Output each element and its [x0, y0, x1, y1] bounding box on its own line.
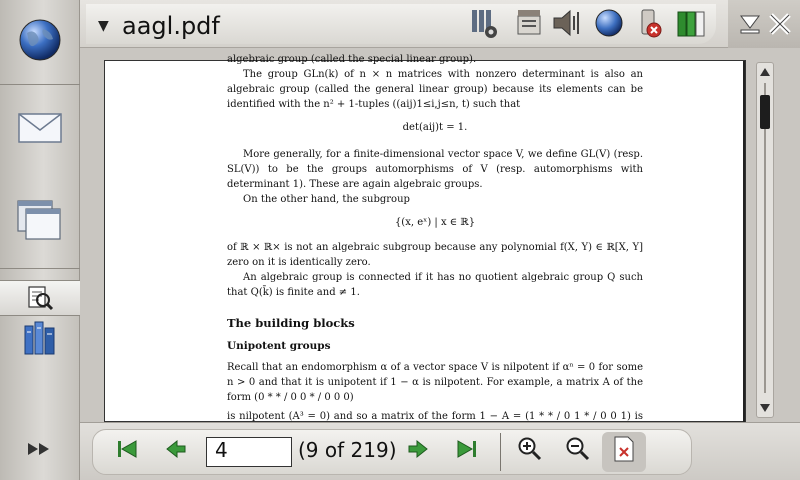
zoom-in-icon [517, 436, 543, 462]
document-viewport[interactable] [80, 48, 800, 422]
volume-icon[interactable] [550, 6, 584, 40]
page-count: (9 of 219) [298, 438, 397, 462]
pdf-viewer-icon [26, 284, 54, 312]
pdf-page[interactable] [104, 54, 746, 422]
email-button[interactable] [0, 100, 80, 156]
connectivity-globe-icon[interactable] [592, 6, 626, 40]
scroll-thumb[interactable] [760, 95, 770, 129]
window-buttons [728, 0, 800, 48]
web-browser-globe-icon [17, 17, 63, 63]
web-browser-button[interactable] [0, 10, 80, 70]
paragraph: More generally, for a finite-dimensional vector space V, we define GL(V) (resp. SL(V)) to be the groups automorphisms of V (resp. automorphisms with determinant 1). These are again algebraic groups. [227, 149, 643, 190]
zoom-out-button[interactable] [564, 435, 592, 463]
email-envelope-icon [17, 108, 63, 148]
equation: {(x, eˣ) | x ∈ ℝ} [394, 217, 476, 228]
next-page-icon [407, 439, 429, 459]
last-page-button[interactable] [452, 435, 480, 463]
title-bar [80, 0, 800, 48]
zoom-out-icon [565, 436, 591, 462]
task-navigator [0, 0, 80, 480]
subsection-heading: Unipotent groups [227, 340, 331, 352]
scroll-up-icon[interactable] [759, 66, 771, 78]
nav-divider [0, 268, 80, 269]
paragraph: On the other hand, the subgroup [243, 194, 410, 205]
nav-divider [0, 84, 80, 85]
page-number-input[interactable]: 4 [206, 437, 292, 467]
bookshelf-button[interactable] [0, 318, 80, 358]
first-page-button[interactable] [114, 435, 142, 463]
bottom-toolbar [80, 422, 800, 480]
minimize-icon[interactable] [736, 10, 764, 38]
vertical-scrollbar[interactable] [756, 62, 774, 418]
previous-page-button[interactable] [162, 435, 190, 463]
close-icon[interactable] [766, 10, 794, 38]
paragraph: Recall that an endomorphism α of a vector space V is nilpotent if αⁿ = 0 for some n > 0 and that it is unipotent if 1 − α is nilpotent. For example, a matrix A of the form (0 * * / 0 0 * / 0 0 0) [227, 362, 643, 403]
task-switcher-button[interactable] [0, 190, 80, 250]
menu-arrow-icon[interactable]: ▼ [98, 18, 109, 34]
paragraph: of ℝ × ℝ× is not an algebraic subgroup because any polynomial f(X, Y) ∈ ℝ[X, Y] zero on it is identically zero. [227, 242, 643, 268]
first-page-icon [116, 438, 140, 460]
scroll-track[interactable] [764, 83, 766, 393]
presence-icon[interactable] [634, 6, 668, 40]
last-page-icon [454, 438, 478, 460]
cut-off-line: algebraic group (called the special linear group). [227, 54, 477, 65]
toolbar-divider [500, 433, 501, 471]
fit-page-button[interactable] [610, 435, 638, 463]
battery-icon[interactable] [674, 6, 708, 40]
task-switcher-windows-icon [16, 197, 64, 243]
scroll-down-icon[interactable] [759, 402, 771, 414]
bookshelf-icon [23, 320, 57, 356]
paragraph: is nilpotent (A³ = 0) and so a matrix of the form 1 − A = (1 * * / 0 1 * / 0 0 1) is [227, 411, 643, 422]
previous-page-icon [165, 439, 187, 459]
paragraph: The group GLn(k) of n × n matrices with nonzero determinant is also an algebraic group (called the general linear group) because its elements can be identified with the n² + 1-tuples ((aij)1≤i,j≤n, t) such that [227, 69, 643, 110]
section-heading: The building blocks [227, 316, 355, 330]
fast-forward-icon[interactable] [26, 440, 54, 458]
zoom-in-button[interactable] [516, 435, 544, 463]
paragraph: An algebraic group is connected if it has no quotient algebraic group Q such that Q(k̄) is finite and ≠ 1. [227, 272, 643, 298]
signal-bars-icon[interactable] [468, 6, 502, 40]
equation: det(aij)t = 1. [402, 122, 468, 133]
pdf-viewer-button[interactable] [0, 280, 80, 316]
next-page-button[interactable] [404, 435, 432, 463]
fit-page-icon [611, 435, 637, 463]
cpu-load-icon[interactable] [512, 6, 546, 40]
window-title: aagl.pdf [122, 12, 220, 40]
page-edge [743, 61, 745, 423]
